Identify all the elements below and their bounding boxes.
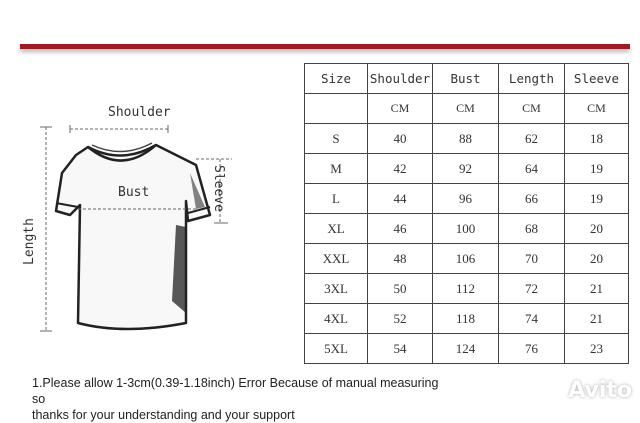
shoulder-label: Shoulder: [108, 105, 171, 120]
table-row: [305, 244, 629, 274]
measurement-note: [32, 375, 452, 423]
size-cell: M: [305, 154, 368, 184]
table-row: [305, 274, 629, 304]
bust-cell: 118: [433, 304, 499, 334]
bust-cell: 96: [433, 184, 499, 214]
length-label: Length: [22, 218, 37, 265]
size-chart-table: [304, 63, 629, 364]
shoulder-cell: 42: [368, 154, 433, 184]
unit-cell: CM: [368, 94, 433, 124]
table-row: [305, 214, 629, 244]
table-row: [305, 124, 629, 154]
length-cell: 72: [499, 274, 565, 304]
length-cell: 76: [499, 334, 565, 364]
bust-cell: 100: [433, 214, 499, 244]
tshirt-outline-icon: [0, 55, 300, 345]
table-row: [305, 304, 629, 334]
note-line-1: 1.Please allow 1-3cm(0.39-1.18inch) Error Because of manual measuring so: [32, 376, 439, 406]
table-row: [305, 334, 629, 364]
shoulder-cell: 40: [368, 124, 433, 154]
size-cell: S: [305, 124, 368, 154]
length-cell: 62: [499, 124, 565, 154]
sleeve-cell: 19: [565, 154, 629, 184]
shoulder-cell: 44: [368, 184, 433, 214]
length-cell: 64: [499, 154, 565, 184]
top-divider: [20, 44, 630, 49]
table-header-row: [305, 64, 629, 94]
header-length: Length: [499, 64, 565, 94]
size-cell: 4XL: [305, 304, 368, 334]
size-cell: 3XL: [305, 274, 368, 304]
size-cell: L: [305, 184, 368, 214]
header-size: Size: [305, 64, 368, 94]
table-row: [305, 154, 629, 184]
unit-cell: CM: [433, 94, 499, 124]
unit-cell: CM: [499, 94, 565, 124]
avito-watermark: [538, 378, 632, 403]
header-bust: Bust: [433, 64, 499, 94]
note-line-2: thanks for your understanding and your support: [32, 408, 295, 422]
table-row: [305, 184, 629, 214]
sleeve-cell: 19: [565, 184, 629, 214]
shoulder-cell: 48: [368, 244, 433, 274]
length-cell: 74: [499, 304, 565, 334]
sleeve-cell: 20: [565, 214, 629, 244]
bust-cell: 124: [433, 334, 499, 364]
bust-cell: 92: [433, 154, 499, 184]
sleeve-label: Sleeve: [211, 165, 226, 212]
sleeve-cell: 18: [565, 124, 629, 154]
bust-cell: 88: [433, 124, 499, 154]
header-sleeve: Sleeve: [565, 64, 629, 94]
bust-cell: 112: [433, 274, 499, 304]
shoulder-cell: 50: [368, 274, 433, 304]
bust-cell: 106: [433, 244, 499, 274]
sleeve-cell: 20: [565, 244, 629, 274]
bust-label: Bust: [118, 185, 150, 200]
table-unit-row: [305, 94, 629, 124]
tshirt-diagram: [0, 55, 300, 345]
unit-cell: [305, 94, 368, 124]
length-cell: 70: [499, 244, 565, 274]
size-cell: XXL: [305, 244, 368, 274]
shoulder-cell: 52: [368, 304, 433, 334]
sleeve-cell: 21: [565, 304, 629, 334]
watermark-text: Avito: [568, 378, 632, 403]
sleeve-cell: 23: [565, 334, 629, 364]
header-shoulder: Shoulder: [368, 64, 433, 94]
size-cell: 5XL: [305, 334, 368, 364]
length-cell: 68: [499, 214, 565, 244]
length-cell: 66: [499, 184, 565, 214]
shoulder-cell: 54: [368, 334, 433, 364]
unit-cell: CM: [565, 94, 629, 124]
avito-dots-icon: [538, 380, 564, 402]
shoulder-cell: 46: [368, 214, 433, 244]
size-cell: XL: [305, 214, 368, 244]
sleeve-cell: 21: [565, 274, 629, 304]
